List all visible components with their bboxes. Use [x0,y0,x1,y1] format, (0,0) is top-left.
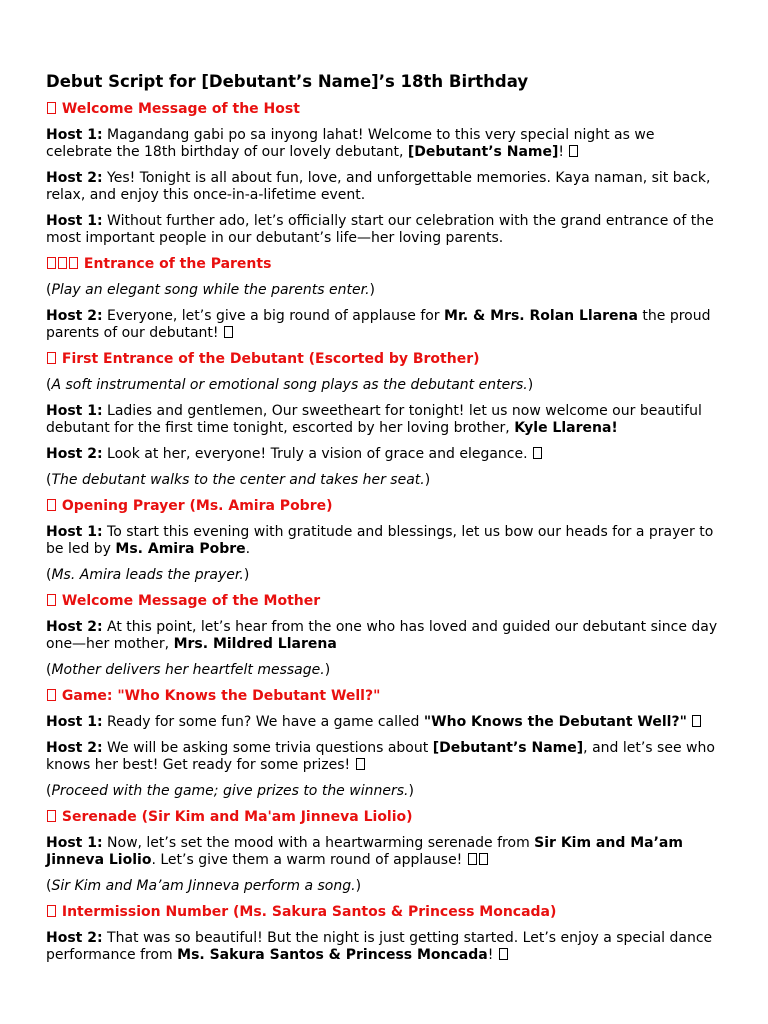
host-line: Host 2: At this point, let’s hear from the one who has loved and guided our debutant since day one—her mother, Mrs. Mildred Llarena [46,619,718,652]
crown-icon [47,352,56,364]
family-icon [58,257,67,269]
stage-direction: (Sir Kim and Ma’am Jinneva perform a song.) [46,878,362,894]
dance-icon [47,905,56,917]
host-line: Host 2: Yes! Tonight is all about fun, love, and unforgettable memories. Kaya naman, sit back, relax, and enjoy this once-in-a-lifetime event. [46,170,711,203]
stage-direction: (Play an elegant song while the parents enter.) [46,282,375,298]
sparkle-icon [569,145,578,157]
host-line: Host 2: Everyone, let’s give a big round of applause for Mr. & Mrs. Rolan Llarena the proud parents of our debutant! [46,308,711,341]
stage-direction: (Ms. Amira leads the prayer.) [46,567,250,583]
host-line: Host 2: That was so beautiful! But the night is just getting started. Let’s enjoy a special dance performance from Ms. Sakura Santos & Princess Moncada! [46,930,713,963]
host-line: Host 1: Without further ado, let’s officially start our celebration with the grand entrance of the most important people in our debutant’s life—her loving parents. [46,213,714,246]
game-icon [47,689,56,701]
family-icon [69,257,78,269]
sparkle-icon [533,447,542,459]
heart-icon [47,594,56,606]
music-note-icon [47,810,56,822]
host-line: Host 1: Magandang gabi po sa inyong lahat! Welcome to this very special night as we celebrate the 18th birthday of our lovely debutant, [Debutant’s Name]! [46,127,655,160]
dance-icon [499,948,508,960]
section-heading-welcome-host: Welcome Message of the Host [46,101,722,118]
section-heading-intermission: Intermission Number (Ms. Sakura Santos & Princess Moncada) [46,904,722,921]
host-line: Host 1: Ladies and gentlemen, Our sweetheart for tonight! let us now welcome our beautiful debutant for the first time tonight, escorted by her loving brother, Kyle Llarena! [46,403,702,436]
section-heading-parents: Entrance of the Parents [46,256,722,273]
gift-icon [356,758,365,770]
host-line: Host 1: Now, let’s set the mood with a heartwarming serenade from Sir Kim and Ma’am Jinneva Liolio. Let’s give them a warm round of applause! [46,835,683,868]
host-line: Host 1: To start this evening with gratitude and blessings, let us bow our heads for a prayer to be led by Ms. Amira Pobre. [46,524,714,557]
host-line: Host 2: Look at her, everyone! Truly a vision of grace and elegance. [46,446,722,463]
section-heading-prayer: Opening Prayer (Ms. Amira Pobre) [46,498,722,515]
microphone-icon [47,102,56,114]
clap-icon [224,326,233,338]
section-heading-mother: Welcome Message of the Mother [46,593,722,610]
family-icon [47,257,56,269]
question-icon [692,715,701,727]
section-heading-serenade: Serenade (Sir Kim and Ma'am Jinneva Liolio) [46,809,722,826]
music-note-icon [468,853,477,865]
stage-direction: (Proceed with the game; give prizes to the winners.) [46,783,414,799]
praying-hands-icon [47,499,56,511]
stage-direction: (A soft instrumental or emotional song plays as the debutant enters.) [46,377,534,393]
stage-direction: (The debutant walks to the center and takes her seat.) [46,472,431,488]
section-heading-first-entrance: First Entrance of the Debutant (Escorted by Brother) [46,351,722,368]
heart-icon [479,853,488,865]
host-line: Host 1: Ready for some fun? We have a game called "Who Knows the Debutant Well?" [46,714,722,731]
host-line: Host 2: We will be asking some trivia questions about [Debutant’s Name], and let’s see who knows her best! Get ready for some prizes! [46,740,715,773]
stage-direction: (Mother delivers her heartfelt message.) [46,662,331,678]
document-title: Debut Script for [Debutant’s Name]’s 18th Birthday [46,72,529,91]
section-heading-game: Game: "Who Knows the Debutant Well?" [46,688,722,705]
